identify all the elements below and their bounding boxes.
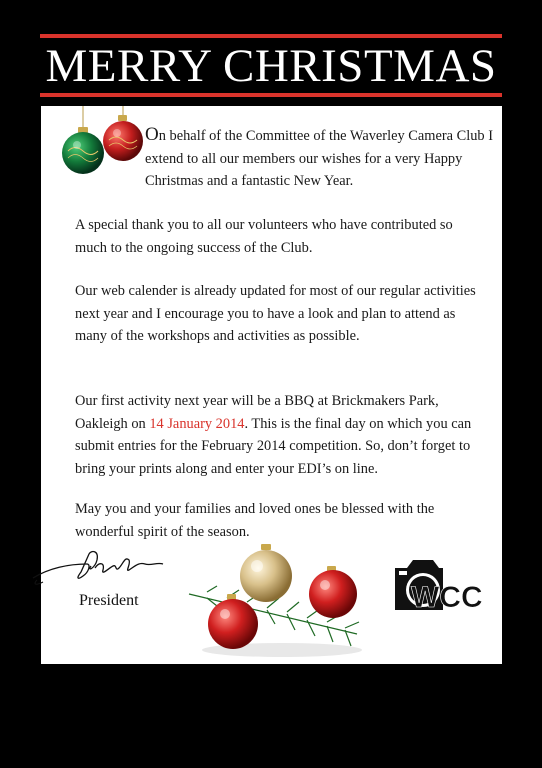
bbq-text-after: . This is the final day on which you can submit entries for the February 2014 competition. So, don’t forget to bring your prints along and enter your EDI’s on line. — [75, 415, 472, 477]
greeting-paragraph — [145, 124, 495, 193]
signature-graphic — [29, 542, 179, 597]
page-title: MERRY CHRISTMAS — [45, 40, 497, 92]
volunteers-paragraph: A special thank you to all our volunteers who have contributed so much to the ongoing success of the Club. — [75, 217, 453, 256]
christmas-baubles-pine-icon — [187, 542, 367, 665]
president-label: President — [79, 592, 139, 609]
greeting-initial: O — [145, 124, 159, 145]
calendar-paragraph: Our web calender is already updated for most of our regular activities next year and I encourage you to have a look and plan to attend as many of the workshops and activities as possible. — [75, 283, 476, 345]
logo-text: WCC — [411, 581, 483, 614]
blessing-paragraph: May you and your families and loved ones be blessed with the wonderful spirit of the season. — [75, 501, 435, 540]
bbq-date: 14 January 2014 — [149, 415, 245, 432]
header-rule-bottom — [40, 93, 502, 97]
wcc-logo — [393, 554, 483, 619]
greeting-text: n behalf of the Committee of the Waverley Camera Club I extend to all our members our wishes for a very Happy Christmas and a fantastic New Year. — [145, 128, 493, 190]
bbq-paragraph — [75, 390, 490, 480]
bbq-text-before: Our first activity next year will be a BBQ at Brickmakers Park, Oakleigh on — [75, 393, 439, 432]
header-rule-top — [40, 34, 502, 38]
letter-card — [41, 106, 502, 664]
christmas-ornaments-icon — [59, 106, 149, 183]
